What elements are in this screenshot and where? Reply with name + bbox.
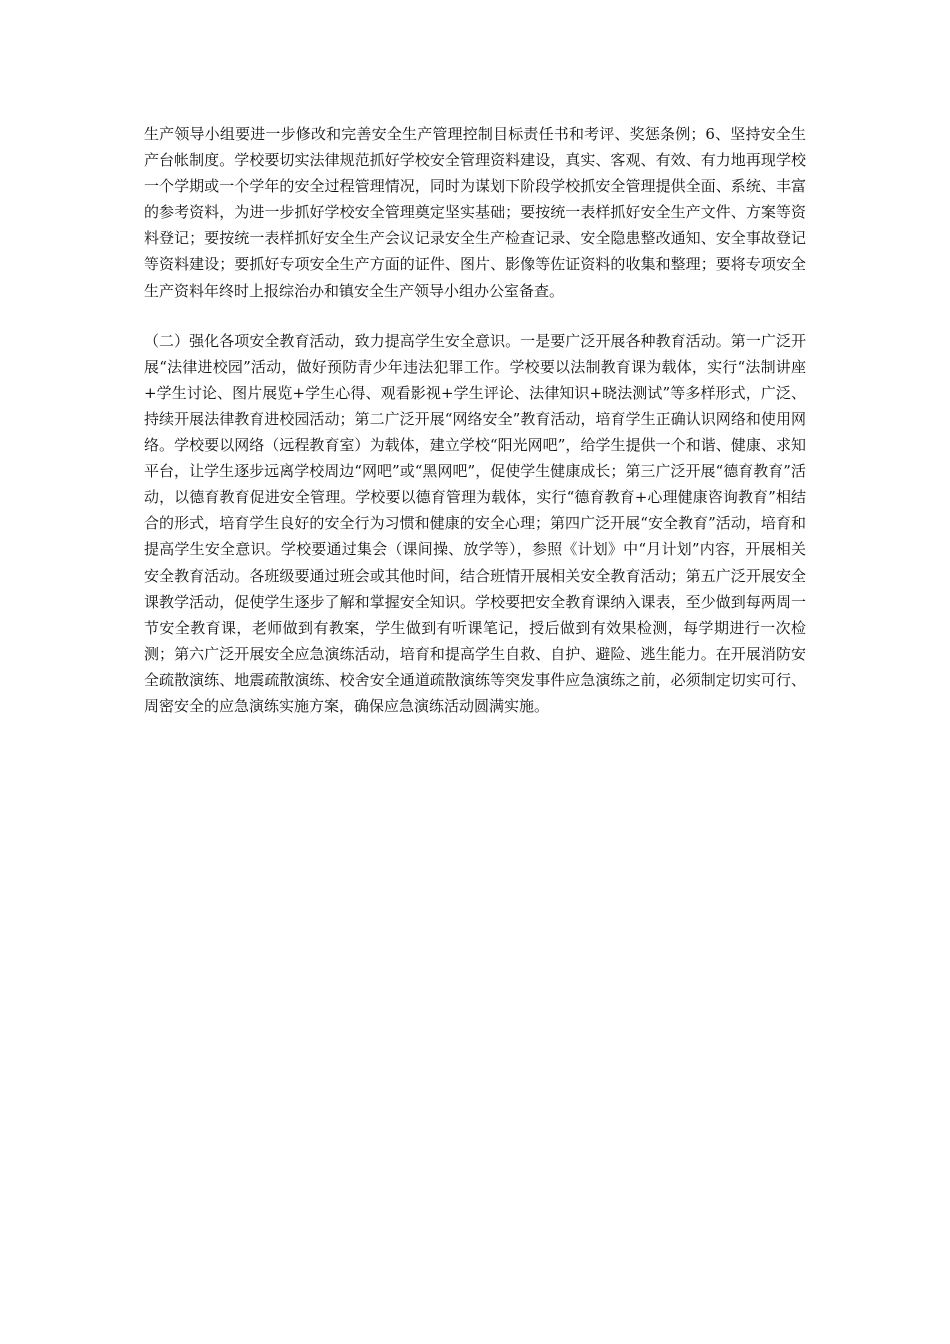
document-body bbox=[144, 121, 806, 719]
paragraph-safety-education: （二）强化各项安全教育活动，致力提高学生安全意识。一是要广泛开展各种教育活动。第一广泛开展“法律进校园”活动，做好预防青少年违法犯罪工作。学校要以法制教育课为载体，实行“法制讲座+学生讨论、图片展览+学生心得、观看影视+学生评论、法律知识+晓法测试”等多样形式，广泛、持续开展法律教育进校园活动；第二广泛开展“网络安全”教育活动，培育学生正确认识网络和使用网络。学校要以网络（远程教育室）为载体，建立学校“阳光网吧”，给学生提供一个和谐、健康、求知平台，让学生逐步远离学校周边“网吧”或“黑网吧”，促使学生健康成长；第三广泛开展“德育教育”活动，以德育教育促进安全管理。学校要以德育管理为载体，实行“德育教育+心理健康咨询教育”相结合的形式，培育学生良好的安全行为习惯和健康的安全心理；第四广泛开展“安全教育”活动，培育和提高学生安全意识。学校要通过集会（课间操、放学等），参照《计划》中“月计划”内容，开展相关安全教育活动。各班级要通过班会或其他时间，结合班情开展相关安全教育活动；第五广泛开展安全课教学活动，促使学生逐步了解和掌握安全知识。学校要把安全教育课纳入课表，至少做到每两周一节安全教育课，老师做到有教案，学生做到有听课笔记，授后做到有效果检测，每学期进行一次检测；第六广泛开展安全应急演练活动，培育和提高学生自救、自护、避险、逃生能力。在开展消防安全疏散演练、地震疏散演练、校舍安全通道疏散演练等突发事件应急演练之前，必须制定切实可行、周密安全的应急演练实施方案，确保应急演练活动圆满实施。 bbox=[144, 331, 806, 715]
paragraph-safety-records: 生产领导小组要进一步修改和完善安全生产管理控制目标责任书和考评、奖惩条例；6、坚持安全生产台帐制度。学校要切实法律规范抓好学校安全管理资料建设，真实、客观、有效、有力地再现学校一个学期或一个学年的安全过程管理情况，同时为谋划下阶段学校抓安全管理提供全面、系统、丰富的参考资料，为进一步抓好学校安全管理奠定坚实基础；要按统一表样抓好安全生产文件、方案等资料登记；要按统一表样抓好安全生产会议记录安全生产检查记录、安全隐患整改通知、安全事故登记等资料建设；要抓好专项安全生产方面的证件、图片、影像等佐证资料的收集和整理；要将专项安全生产资料年终时上报综治办和镇安全生产领导小组办公室备查。 bbox=[144, 125, 806, 300]
